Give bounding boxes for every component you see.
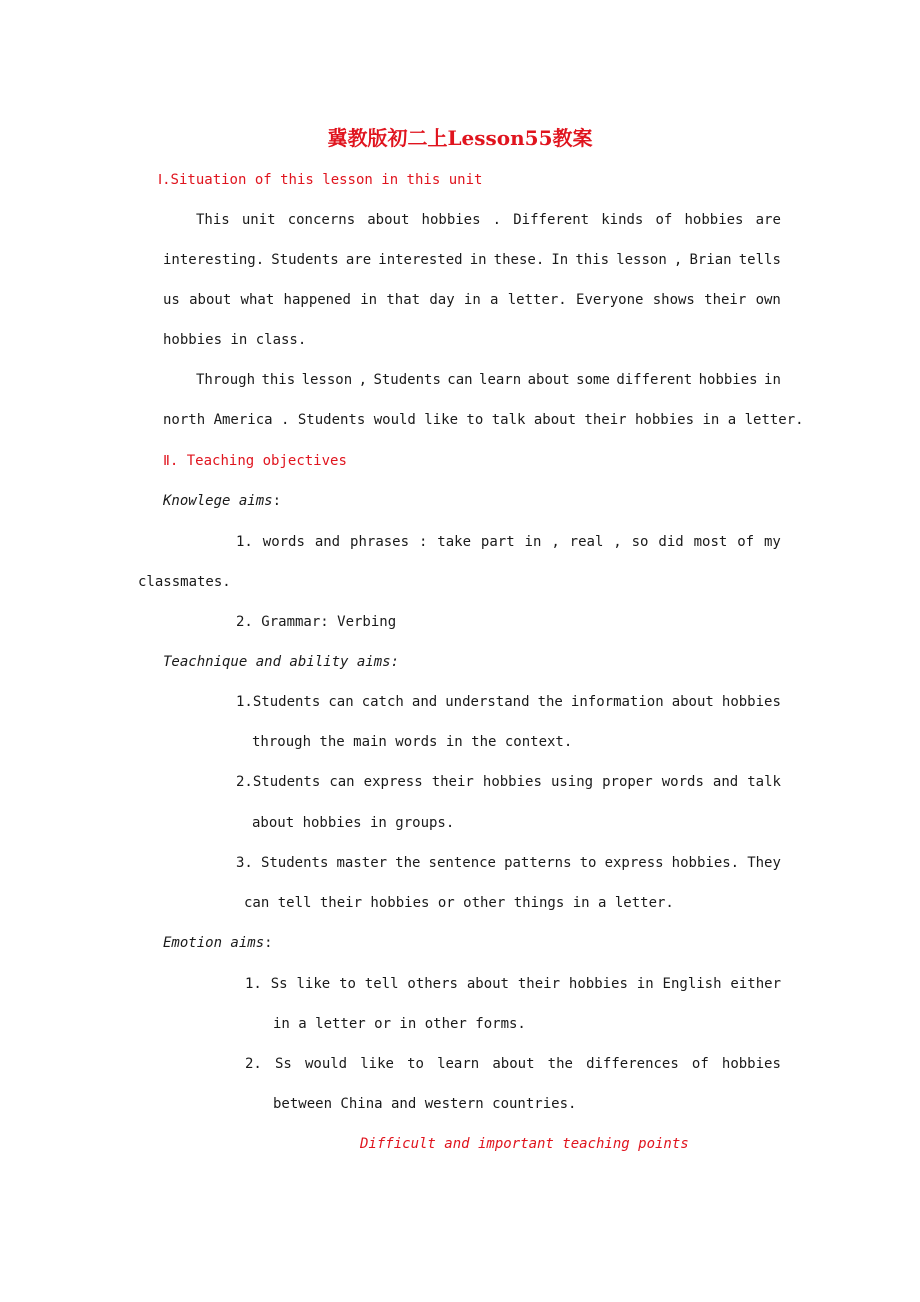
word: about	[466, 976, 509, 992]
emotion-item-1	[245, 976, 781, 992]
paragraph-line	[163, 292, 781, 308]
word: master	[336, 855, 388, 871]
document-title: 冀教版初二上Lesson55教案	[327, 126, 593, 150]
word: unit	[241, 212, 276, 228]
word: hobbies	[568, 976, 628, 992]
technique-item-1-cont: through the main words in the context.	[252, 734, 573, 750]
word: ,	[673, 252, 683, 268]
word: understand	[445, 694, 530, 710]
word: in	[636, 976, 654, 992]
word: a	[490, 292, 499, 308]
word: information	[570, 694, 664, 710]
word: words	[661, 774, 704, 790]
word: can	[329, 774, 355, 790]
word: and	[411, 694, 438, 710]
word: of	[655, 212, 673, 228]
word: differences	[586, 1056, 679, 1072]
word: learn	[437, 1056, 480, 1072]
word: using	[550, 774, 594, 790]
word: hobbies	[482, 774, 542, 790]
word: and	[314, 534, 341, 550]
word: part	[480, 534, 515, 550]
word: 1.Students	[236, 694, 321, 710]
word: of	[737, 534, 755, 550]
word: in	[360, 292, 378, 308]
word: 3.	[236, 855, 253, 871]
word: ,	[613, 534, 622, 550]
word: like	[296, 976, 331, 992]
word: most	[693, 534, 728, 550]
word: patterns	[504, 855, 572, 871]
word: tells	[738, 252, 781, 268]
word: own	[755, 292, 781, 308]
word: about	[671, 694, 714, 710]
word: sentence	[428, 855, 496, 871]
word: are	[755, 212, 781, 228]
word: so	[631, 534, 649, 550]
word: of	[691, 1056, 709, 1072]
word: phrases	[350, 534, 410, 550]
word: Brian	[689, 252, 732, 268]
word: 1.	[245, 976, 262, 992]
word: interested	[378, 252, 463, 268]
word: hobbies	[721, 694, 781, 710]
word: .	[492, 212, 502, 228]
word: ,	[551, 534, 560, 550]
word: Different	[513, 212, 590, 228]
word: In	[551, 252, 569, 268]
word: about	[367, 212, 410, 228]
word: different	[616, 372, 693, 388]
word: express	[604, 855, 664, 871]
word: like	[360, 1056, 394, 1072]
word: and	[712, 774, 739, 790]
word: about	[492, 1056, 535, 1072]
word: hobbies	[721, 1056, 781, 1072]
word: to	[579, 855, 597, 871]
word: these.	[493, 252, 545, 268]
word: that	[386, 292, 421, 308]
emotion-item-2-cont: between China and western countries.	[273, 1096, 577, 1112]
section-heading-objectives: Ⅱ. Teaching objectives	[163, 453, 347, 469]
word: catch	[361, 694, 404, 710]
word: Everyone	[576, 292, 644, 308]
word: hobbies	[684, 212, 744, 228]
word: some	[576, 372, 610, 388]
section-heading-situation: Ⅰ.Situation of this lesson in this unit	[158, 172, 483, 188]
word: 2.Students	[236, 774, 321, 790]
word: They	[747, 855, 781, 871]
word: would	[304, 1056, 348, 1072]
section-heading-difficult-points: Difficult and important teaching points	[360, 1136, 689, 1152]
word: shows	[652, 292, 695, 308]
word: Students	[271, 252, 339, 268]
word: lesson	[616, 252, 667, 268]
knowledge-item-1-cont: classmates.	[138, 574, 231, 590]
word: in	[469, 252, 487, 268]
paragraph-line	[196, 212, 781, 228]
word: the	[547, 1056, 573, 1072]
word: the	[537, 694, 563, 710]
word: words	[262, 534, 305, 550]
word: talk	[747, 774, 781, 790]
emotion-aims-label: Emotion aims:	[163, 935, 273, 951]
word: lesson	[301, 372, 353, 388]
word: my	[763, 534, 781, 550]
word: :	[418, 534, 428, 550]
technique-item-1	[236, 694, 781, 710]
word: real	[569, 534, 604, 550]
word: happened	[283, 292, 351, 308]
word: tell	[364, 976, 399, 992]
word: can	[328, 694, 354, 710]
word: English	[662, 976, 722, 992]
word: their	[704, 292, 747, 308]
word: Ss	[270, 976, 288, 992]
word: Students	[260, 855, 329, 871]
word: are	[345, 252, 372, 268]
technique-item-2	[236, 774, 781, 790]
word: hobbies	[421, 212, 481, 228]
word: did	[658, 534, 684, 550]
word: the	[395, 855, 421, 871]
word: Students	[373, 372, 441, 388]
word: day	[429, 292, 455, 308]
technique-item-3	[236, 855, 781, 871]
word: 1.	[236, 534, 253, 550]
paragraph-line: hobbies in class.	[163, 332, 307, 348]
word: hobbies.	[671, 855, 740, 871]
paragraph-line	[196, 372, 781, 388]
technique-item-3-cont: can tell their hobbies or other things in a letter.	[244, 895, 674, 911]
word: kinds	[601, 212, 644, 228]
knowledge-item-1	[236, 534, 781, 550]
word: about	[189, 292, 232, 308]
word: this	[575, 252, 610, 268]
word: Ss	[274, 1056, 292, 1072]
word: learn	[479, 372, 522, 388]
paragraph-line: north America . Students would like to talk about their hobbies in a letter.	[163, 412, 804, 428]
technique-aims-label: Teachnique and ability aims:	[163, 654, 400, 670]
paragraph-line	[163, 252, 781, 268]
knowledge-item-2: 2. Grammar: Verbing	[236, 614, 397, 630]
word: Through	[196, 372, 256, 388]
word: ,	[358, 372, 368, 388]
word: in	[463, 292, 481, 308]
word: about	[527, 372, 570, 388]
word: express	[363, 774, 423, 790]
word: this	[261, 372, 296, 388]
word: in	[524, 534, 542, 550]
word: their	[431, 774, 474, 790]
word: in	[764, 372, 781, 388]
word: to	[407, 1056, 424, 1072]
word: letter.	[507, 292, 567, 308]
word: hobbies	[698, 372, 758, 388]
word: This	[196, 212, 230, 228]
word: can	[447, 372, 473, 388]
word: either	[730, 976, 781, 992]
word: proper	[602, 774, 653, 790]
word: their	[517, 976, 561, 992]
emotion-item-1-cont: in a letter or in other forms.	[273, 1016, 526, 1032]
word: concerns	[287, 212, 356, 228]
word: us	[163, 292, 180, 308]
word: take	[437, 534, 472, 550]
technique-item-2-cont: about hobbies in groups.	[252, 815, 455, 831]
knowledge-aims-label: Knowlege aims:	[163, 493, 282, 509]
emotion-item-2	[245, 1056, 781, 1072]
word: others	[407, 976, 458, 992]
word: to	[339, 976, 356, 992]
word: what	[240, 292, 275, 308]
word: interesting.	[163, 252, 265, 268]
word: 2.	[245, 1056, 262, 1072]
